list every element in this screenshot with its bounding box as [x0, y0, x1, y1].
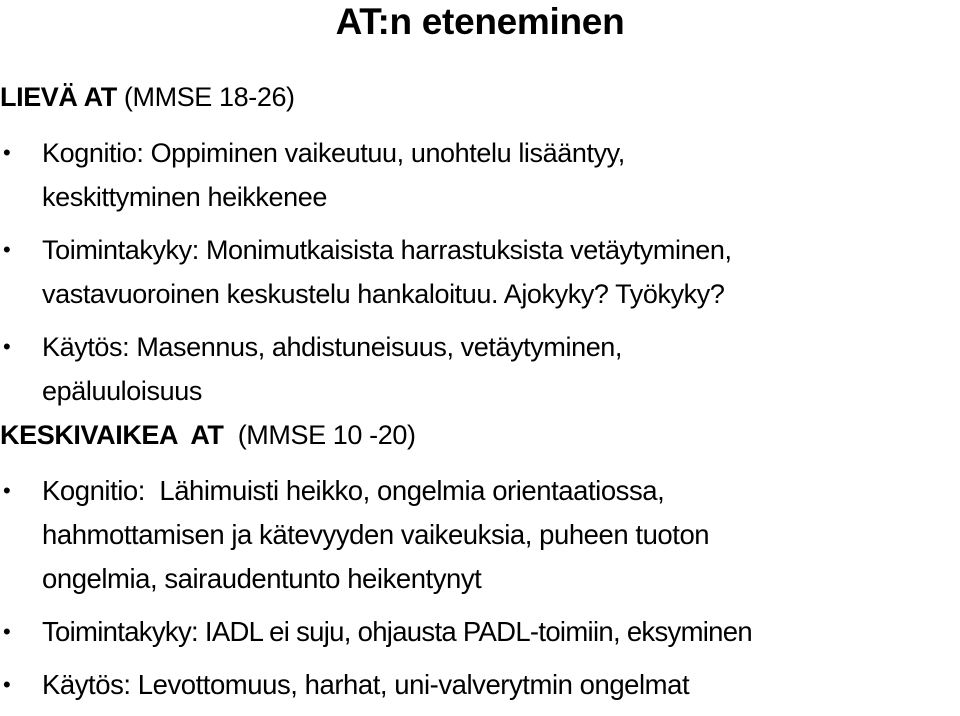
list-item	[0, 610, 960, 654]
bullet-line: keskittyminen heikkenee	[42, 182, 327, 212]
bullet-icon: •	[3, 334, 11, 359]
bullet-line: ongelmia, sairaudentunto heikentynyt	[42, 563, 482, 594]
bullet-icon: •	[3, 140, 11, 165]
bullet-line: Kognitio: Lähimuisti heikko, ongelmia orientaatiossa,	[42, 475, 665, 506]
bullet-list-mild	[0, 131, 960, 422]
bullet-line: epäluuloisuus	[42, 376, 202, 406]
slide-title: AT:n eteneminen	[335, 1, 625, 42]
list-item	[0, 663, 960, 707]
section-heading-range: (MMSE 10 -20)	[223, 420, 416, 450]
bullet-icon: •	[3, 672, 11, 697]
list-item	[0, 131, 960, 219]
bullet-line: Toimintakyky: IADL ei suju, ohjausta PADL-toimiin, eksyminen	[42, 616, 752, 647]
bullet-line: Käytös: Levottomuus, harhat, uni-valverytmin ongelmat	[42, 669, 690, 700]
bullet-icon: •	[3, 619, 11, 644]
bullet-line: hahmottamisen ja kätevyyden vaikeuksia, puheen tuoton	[42, 519, 710, 550]
section-heading-mild	[0, 80, 295, 114]
bullet-line: Kognitio: Oppiminen vaikeutuu, unohtelu lisääntyy,	[42, 138, 625, 168]
section-heading-moderate	[0, 418, 416, 452]
list-item	[0, 325, 960, 413]
bullet-line: Käytös: Masennus, ahdistuneisuus, vetäytyminen,	[42, 332, 623, 362]
section-heading-strong: LIEVÄ AT	[0, 82, 117, 112]
section-heading-strong: KESKIVAIKEA AT	[0, 420, 224, 450]
bullet-icon: •	[3, 237, 11, 262]
bullet-line: vastavuoroinen keskustelu hankaloituu. Ajokyky? Työkyky?	[42, 279, 725, 309]
bullet-line: Toimintakyky: Monimutkaisista harrastuksista vetäytyminen,	[42, 235, 732, 265]
bullet-list-moderate	[0, 469, 960, 716]
section-heading-range: (MMSE 18-26)	[116, 82, 295, 112]
list-item	[0, 228, 960, 316]
bullet-icon: •	[3, 478, 11, 503]
list-item	[0, 469, 960, 601]
